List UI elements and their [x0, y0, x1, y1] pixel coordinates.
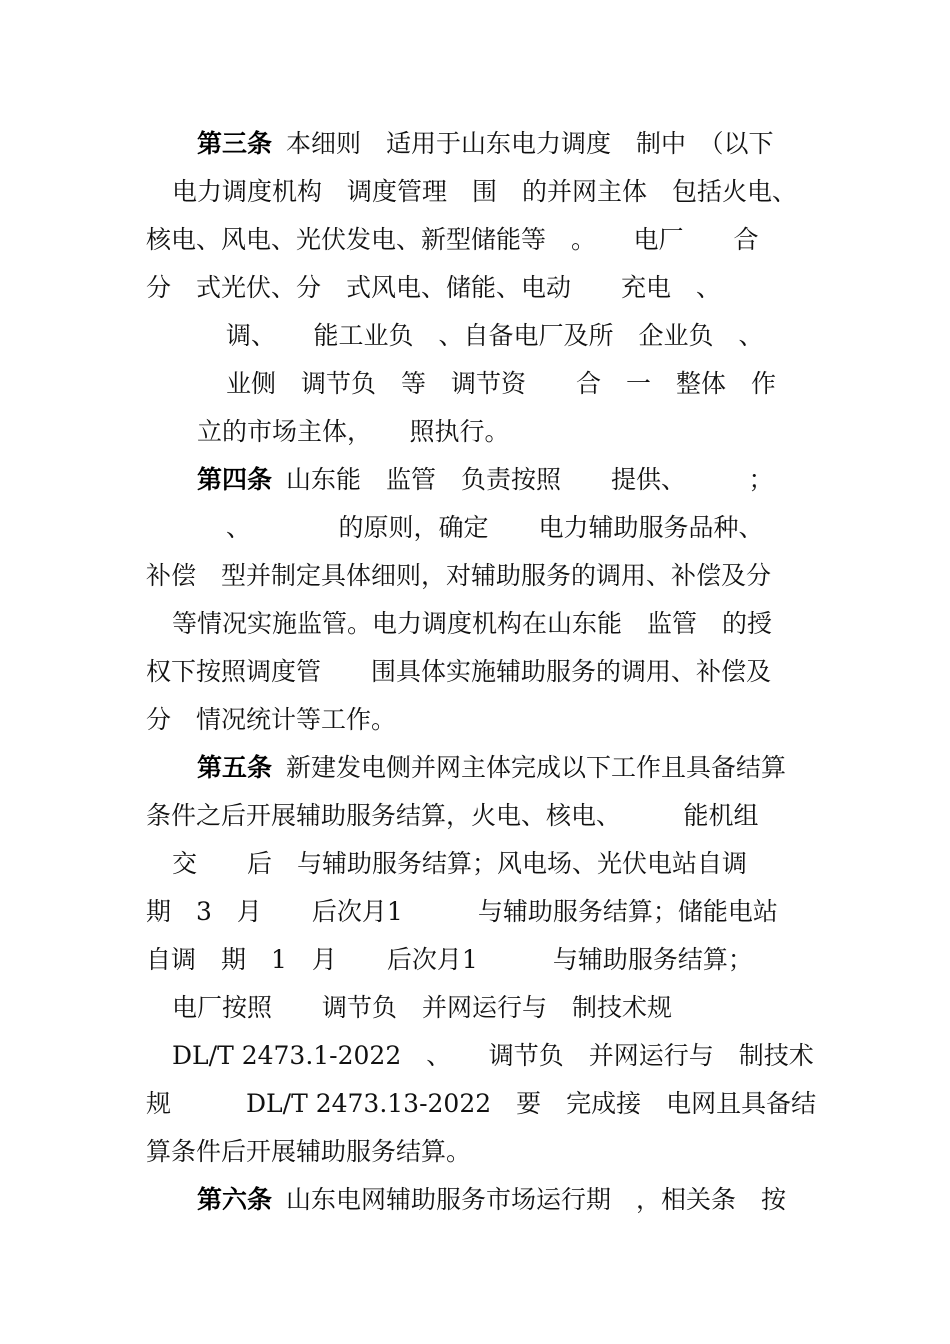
article-5-line-4: 期 3 月 后次月1 与辅助服务结算；储能电站	[146, 897, 778, 926]
article-3-line-1: 本细则 适用于山东电力调度 制中 （以下	[286, 129, 774, 158]
article-4-line-3: 补偿 型并制定具体细则，对辅助服务的调用、补偿及分	[146, 561, 772, 590]
article-5-line-2: 条件之后开展辅助服务结算，火电、核电、 能机组	[146, 801, 759, 830]
article-3-line-2: 电力调度机构 调度管理 围 的并网主体 包括火电、	[172, 177, 798, 206]
article-3-line-7: 立的市场主体， 照执行。	[197, 417, 510, 446]
article-4-line-5: 权下按照调度管 围具体实施辅助服务的调用、补偿及	[146, 657, 772, 686]
article-6-line-1: 山东电网辅助服务市场运行期 ，相关条 按	[286, 1185, 787, 1214]
article-5-line-8: 规 DL/T 2473.13-2022 要 完成接 电网且具备结	[146, 1089, 817, 1118]
article-4-line-6: 分 情况统计等工作。	[146, 705, 397, 734]
article-4-heading: 第四条	[197, 465, 273, 494]
article-6-heading: 第六条	[197, 1185, 273, 1214]
article-5-heading: 第五条	[197, 753, 273, 782]
article-5-line-9: 算条件后开展辅助服务结算。	[146, 1137, 472, 1166]
article-5-line-1: 新建发电侧并网主体完成以下工作且具备结算	[286, 753, 787, 782]
article-3-line-5: 调、 能工业负 、自备电厂及所 企业负 、	[226, 321, 764, 350]
article-5-line-6: 电厂按照 调节负 并网运行与 制技术规	[172, 993, 673, 1022]
article-3-line-4: 分 式光伏、分 式风电、储能、电动 充电 、	[146, 273, 722, 302]
article-5-line-3: 交 后 与辅助服务结算；风电场、光伏电站自调	[172, 849, 748, 878]
article-5-line-5: 自调 期 1 月 后次月1 与辅助服务结算；	[146, 945, 753, 974]
article-3-line-6: 业侧 调节负 等 调节资 合 一 整体 作	[226, 369, 777, 398]
article-4-line-2: 、 的原则，确定 电力辅助服务品种、	[226, 513, 764, 542]
article-5-line-7: DL/T 2473.1-2022 、 调节负 并网运行与 制技术	[172, 1041, 814, 1070]
article-3-heading: 第三条	[197, 129, 273, 158]
article-3-line-3: 核电、风电、光伏发电、新型储能等 。 电厂 合	[146, 225, 759, 254]
article-4-line-4: 等情况实施监管。电力调度机构在山东能 监管 的授	[172, 609, 773, 638]
article-4-line-1: 山东能 监管 负责按照 提供、 ；	[286, 465, 774, 494]
